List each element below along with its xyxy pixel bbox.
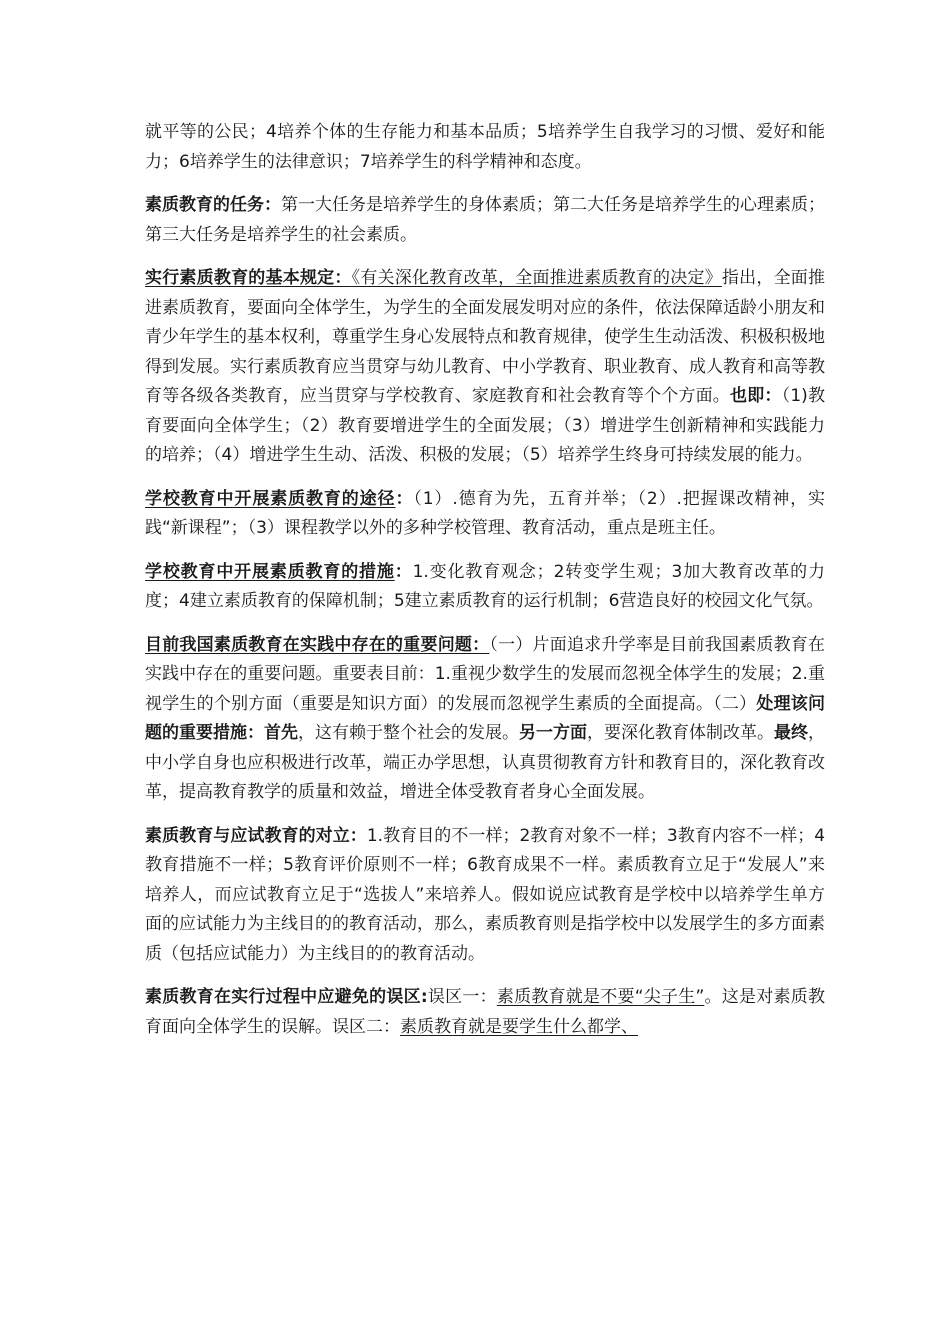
body-text: 素质教育就是不要“尖子生”: [496, 987, 705, 1007]
heading-text: 素质教育在实行过程中应避免的误区:: [145, 987, 428, 1007]
paragraph: [145, 191, 825, 250]
paragraph: [145, 631, 825, 808]
paragraph: [145, 983, 825, 1042]
heading-text: 另一方面: [519, 723, 587, 743]
body-text: （一）片面追求升学率是目前我国素质教育在实践中存在的重要问题。重要表目前：1.重视少数学生的发展而忽视全体学生的发展；2.重视学生的个别方面（重要是知识方面）的发展而忽视学生素质的全面提高。（二）: [145, 634, 825, 714]
body-text: 。这是对素质教育面向全体学生的误解。误区二：: [145, 987, 825, 1037]
body-text: ，要深化教育体制改革。: [587, 723, 774, 743]
paragraph: [145, 118, 825, 177]
heading-text: 最终: [774, 723, 808, 743]
paragraph: [145, 558, 825, 617]
heading-text: ：: [394, 561, 413, 582]
body-text: 1.教育目的不一样；2教育对象不一样；3教育内容不一样；4教育措施不一样；5教育评价原则不一样；6教育成果不一样。素质教育立足于“发展人”来培养人，而应试教育立足于“选拔人”来培养人。假如说应试教育是学校中以培养学生单方面的应试能力为主线目的的教育活动，那么，素质教育则是指学校中以发展学生的多方面素质（包括应试能力）为主线目的的教育活动。: [145, 825, 826, 964]
document-page: [145, 118, 825, 1056]
heading-text: 目前我国素质教育在实践中存在的重要问题：: [145, 634, 490, 655]
body-text: 误区一：: [427, 987, 497, 1007]
heading-text: 素质教育的任务：: [145, 195, 281, 215]
paragraph: [145, 822, 825, 970]
body-text: ，中小学自身也应积极进行改革，端正办学思想，认真贯彻教育方针和教育目的，深化教育改革，提高教育教学的质量和效益，增进全体受教育者身心全面发展。: [145, 723, 825, 802]
heading-text: 素质教育与应试教育的对立：: [145, 825, 367, 846]
body-text: 指出，全面推进素质教育，要面向全体学生，为学生的全面发展发明对应的条件，依法保障适龄小朋友和青少年学生的基本权利，尊重学生身心发展特点和教育规律，使学生生动活泼、积极积极地得到发展。实行素质教育应当贯穿与幼儿教育、中小学教育、职业教育、成人教育和高等教育等各级各类教育，应当贯穿与学校教育、家庭教育和社会教育等个个方面。: [145, 268, 826, 406]
body-text: （1）.德育为先，五育并举；（2）.把握课改精神，实践“新课程”；（3）课程教学以外的多种学校管理、教育活动，重点是班主任。: [145, 488, 825, 538]
heading-text: 实行素质教育的基本规定：: [145, 268, 352, 288]
paragraph: [145, 264, 825, 471]
body-text: 1.变化教育观念；2转变学生观；3加大教育改革的力度；4建立素质教育的保障机制；5建立素质教育的运行机制；6营造良好的校园文化气氛。: [145, 561, 826, 611]
body-text: ，这有赖于整个社会的发展。: [298, 723, 519, 743]
body-text: 第一大任务是培养学生的身体素质；第二大任务是培养学生的心理素质；第三大任务是培养学生的社会素质。: [145, 195, 825, 245]
body-text: （1)教育要面向全体学生；（2）教育要增进学生的全面发展；（3）增进学生创新精神和实践能力的培养；（4）增进学生生动、活泼、积极的发展；（5）培养学生终身可持续发展的能力。: [145, 386, 826, 465]
heading-text: ：: [395, 488, 414, 509]
body-text: 就平等的公民；4培养个体的生存能力和基本品质；5培养学生自我学习的习惯、爱好和能力；6培养学生的法律意识；7培养学生的科学精神和态度。: [145, 122, 825, 172]
heading-text: 也即：: [730, 386, 782, 406]
heading-text: 处理该问题的重要措施：首先: [145, 693, 826, 743]
body-text: 《有关深化教育改革，全面推进素质教育的决定》: [351, 268, 722, 288]
body-text: 素质教育就是要学生什么都学、: [400, 1016, 638, 1037]
heading-text: 学校教育中开展素质教育的措施: [145, 561, 395, 582]
heading-text: 学校教育中开展素质教育的途径: [145, 488, 396, 509]
paragraph: [145, 485, 825, 544]
